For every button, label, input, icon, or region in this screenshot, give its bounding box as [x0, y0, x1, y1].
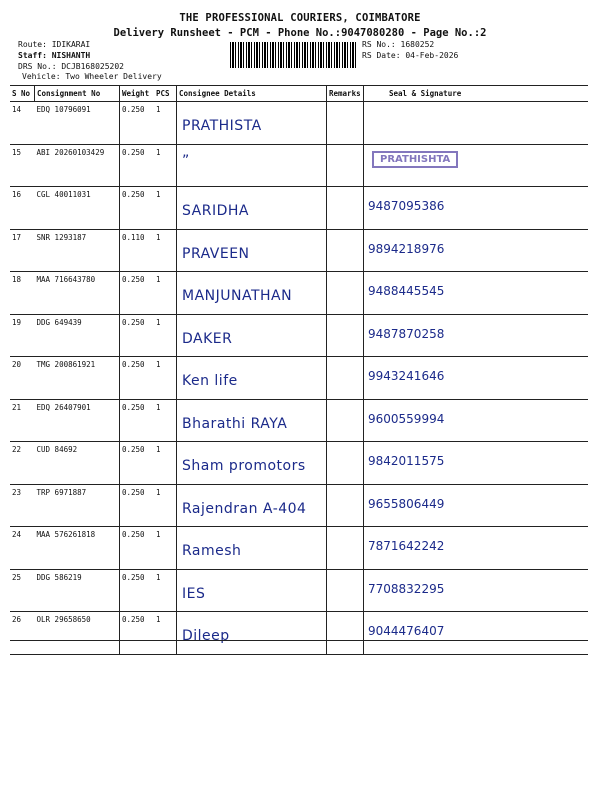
consignee-handwritten: Ramesh	[182, 543, 242, 559]
row-remarks	[327, 187, 364, 230]
row-sno: 26	[10, 612, 35, 655]
receiver-signature: 9487870258	[368, 326, 445, 341]
row-seal	[364, 527, 589, 570]
row-sno: 19	[10, 314, 35, 357]
receiver-signature: 9600559994	[368, 411, 445, 426]
runsheet-table	[10, 85, 588, 655]
table-row	[10, 612, 588, 655]
col-consignee: Consignee Details	[177, 86, 327, 102]
row-sno: 15	[10, 144, 35, 187]
row-seal	[364, 569, 589, 612]
row-pcs: 1	[154, 484, 177, 527]
table-row	[10, 229, 588, 272]
row-seal	[364, 314, 589, 357]
row-sno: 24	[10, 527, 35, 570]
staff-label: Staff: NISHANTH	[18, 51, 91, 60]
table-row	[10, 484, 588, 527]
row-seal	[364, 484, 589, 527]
row-sno: 20	[10, 357, 35, 400]
row-consignee	[177, 102, 327, 145]
row-consignment: SNR 1293187	[35, 229, 120, 272]
table-row	[10, 187, 588, 230]
consignee-handwritten: PRATHISTA	[182, 118, 262, 134]
row-consignee	[177, 144, 327, 187]
row-seal	[364, 399, 589, 442]
consignee-handwritten: DAKER	[182, 330, 233, 347]
row-seal	[364, 442, 589, 485]
row-pcs: 1	[154, 442, 177, 485]
receiver-signature: 9842011575	[368, 454, 445, 468]
table-row	[10, 357, 588, 400]
row-consignee	[177, 314, 327, 357]
row-consignee	[177, 484, 327, 527]
row-consignment: ABI 20260103429	[35, 144, 120, 187]
row-remarks	[327, 102, 364, 145]
row-sno: 22	[10, 442, 35, 485]
row-consignee	[177, 527, 327, 570]
row-remarks	[327, 527, 364, 570]
row-sno: 17	[10, 229, 35, 272]
row-pcs: 1	[154, 569, 177, 612]
row-consignment: MAA 576261818	[35, 527, 120, 570]
table-row	[10, 144, 588, 187]
row-sno: 25	[10, 569, 35, 612]
receiver-signature: 7708832295	[368, 581, 445, 596]
consignee-handwritten: PRAVEEN	[182, 245, 250, 262]
row-seal	[364, 272, 589, 315]
row-consignment: DDG 586219	[35, 569, 120, 612]
row-sno: 16	[10, 187, 35, 230]
row-consignment: TMG 200861921	[35, 357, 120, 400]
receiver-signature: 9487095386	[368, 199, 445, 213]
row-consignment: EDQ 10796091	[35, 102, 120, 145]
row-consignee	[177, 229, 327, 272]
consignee-handwritten: SARIDHA	[182, 203, 249, 219]
row-sno: 21	[10, 399, 35, 442]
row-consignee	[177, 272, 327, 315]
table-row	[10, 399, 588, 442]
row-remarks	[327, 314, 364, 357]
row-sno: 23	[10, 484, 35, 527]
row-pcs: 1	[154, 229, 177, 272]
row-weight: 0.250	[120, 144, 155, 187]
row-remarks	[327, 272, 364, 315]
rs-number: RS No.: 1680252	[362, 40, 435, 49]
row-consignment: TRP 6971887	[35, 484, 120, 527]
consignee-handwritten: Dileep	[182, 628, 230, 644]
row-pcs: 1	[154, 144, 177, 187]
col-weight: Weight	[120, 86, 155, 102]
row-remarks	[327, 229, 364, 272]
consignee-handwritten: MANJUNATHAN	[182, 288, 293, 304]
table-row	[10, 314, 588, 357]
row-seal	[364, 102, 589, 145]
col-remarks: Remarks	[327, 86, 364, 102]
row-remarks	[327, 484, 364, 527]
row-consignment: EDQ 26407901	[35, 399, 120, 442]
receiver-signature: 9655806449	[368, 496, 445, 511]
row-remarks	[327, 442, 364, 485]
receiver-signature: 9488445545	[368, 284, 445, 298]
table-row	[10, 102, 588, 145]
row-pcs: 1	[154, 357, 177, 400]
row-pcs: 1	[154, 314, 177, 357]
row-consignment: CUD 84692	[35, 442, 120, 485]
row-consignment: DDG 649439	[35, 314, 120, 357]
row-remarks	[327, 357, 364, 400]
row-pcs: 1	[154, 272, 177, 315]
row-consignee	[177, 399, 327, 442]
table-row	[10, 272, 588, 315]
table-row	[10, 442, 588, 485]
col-consignment: Consignment No	[35, 86, 120, 102]
consignee-handwritten: Ken life	[182, 373, 238, 389]
table-row	[10, 569, 588, 612]
row-weight: 0.250	[120, 442, 155, 485]
row-weight: 0.250	[120, 484, 155, 527]
row-remarks	[327, 399, 364, 442]
consignee-handwritten: Rajendran A-404	[182, 500, 307, 517]
consignee-handwritten: ”	[182, 152, 190, 169]
row-weight: 0.250	[120, 357, 155, 400]
row-consignee	[177, 612, 327, 655]
row-weight: 0.250	[120, 187, 155, 230]
drs-label: DRS No.: DCJB168025202	[18, 62, 124, 71]
row-pcs: 1	[154, 527, 177, 570]
doc-subtitle: Delivery Runsheet - PCM - Phone No.:9047080280 - Page No.:2	[113, 27, 487, 39]
row-consignment: CGL 40011031	[35, 187, 120, 230]
barcode	[230, 42, 358, 68]
row-weight: 0.250	[120, 272, 155, 315]
receiver-signature: 9894218976	[368, 241, 445, 256]
col-sno: S No	[10, 86, 35, 102]
row-sno: 14	[10, 102, 35, 145]
consignee-handwritten: Sham promotors	[182, 458, 306, 474]
row-weight: 0.250	[120, 527, 155, 570]
row-seal	[364, 612, 589, 655]
doc-title: THE PROFESSIONAL COURIERS, COIMBATORE	[179, 12, 421, 24]
row-remarks	[327, 569, 364, 612]
row-pcs: 1	[154, 102, 177, 145]
receiver-stamp: PRATHISHTA	[372, 151, 458, 168]
receiver-signature: 9044476407	[368, 624, 445, 638]
row-remarks	[327, 612, 364, 655]
row-weight: 0.250	[120, 399, 155, 442]
row-remarks	[327, 144, 364, 187]
consignee-handwritten: Bharathi RAYA	[182, 415, 288, 432]
consignee-handwritten: IES	[182, 585, 206, 602]
row-weight: 0.250	[120, 569, 155, 612]
rs-date: RS Date: 04-Feb-2026	[362, 51, 459, 60]
row-seal	[364, 144, 589, 187]
row-weight: 0.250	[120, 102, 155, 145]
row-sno: 18	[10, 272, 35, 315]
row-consignee	[177, 187, 327, 230]
table-row	[10, 527, 588, 570]
row-pcs: 1	[154, 187, 177, 230]
row-seal	[364, 229, 589, 272]
row-consignee	[177, 357, 327, 400]
row-weight: 0.250	[120, 314, 155, 357]
col-pcs: PCS	[154, 86, 177, 102]
receiver-signature: 9943241646	[368, 369, 445, 383]
footer-rule	[10, 640, 588, 641]
vehicle-label: Vehicle: Two Wheeler Delivery	[22, 72, 162, 81]
col-seal: Seal & Signature	[364, 86, 589, 102]
row-weight: 0.110	[120, 229, 155, 272]
row-pcs: 1	[154, 399, 177, 442]
row-consignment: MAA 716643780	[35, 272, 120, 315]
receiver-signature: 7871642242	[368, 539, 445, 553]
table-header-row	[10, 86, 588, 102]
row-weight: 0.250	[120, 612, 155, 655]
row-seal	[364, 187, 589, 230]
row-pcs: 1	[154, 612, 177, 655]
row-consignee	[177, 569, 327, 612]
route-label: Route: IDIKARAI	[18, 40, 91, 49]
row-seal	[364, 357, 589, 400]
row-consignment: OLR 29658650	[35, 612, 120, 655]
row-consignee	[177, 442, 327, 485]
